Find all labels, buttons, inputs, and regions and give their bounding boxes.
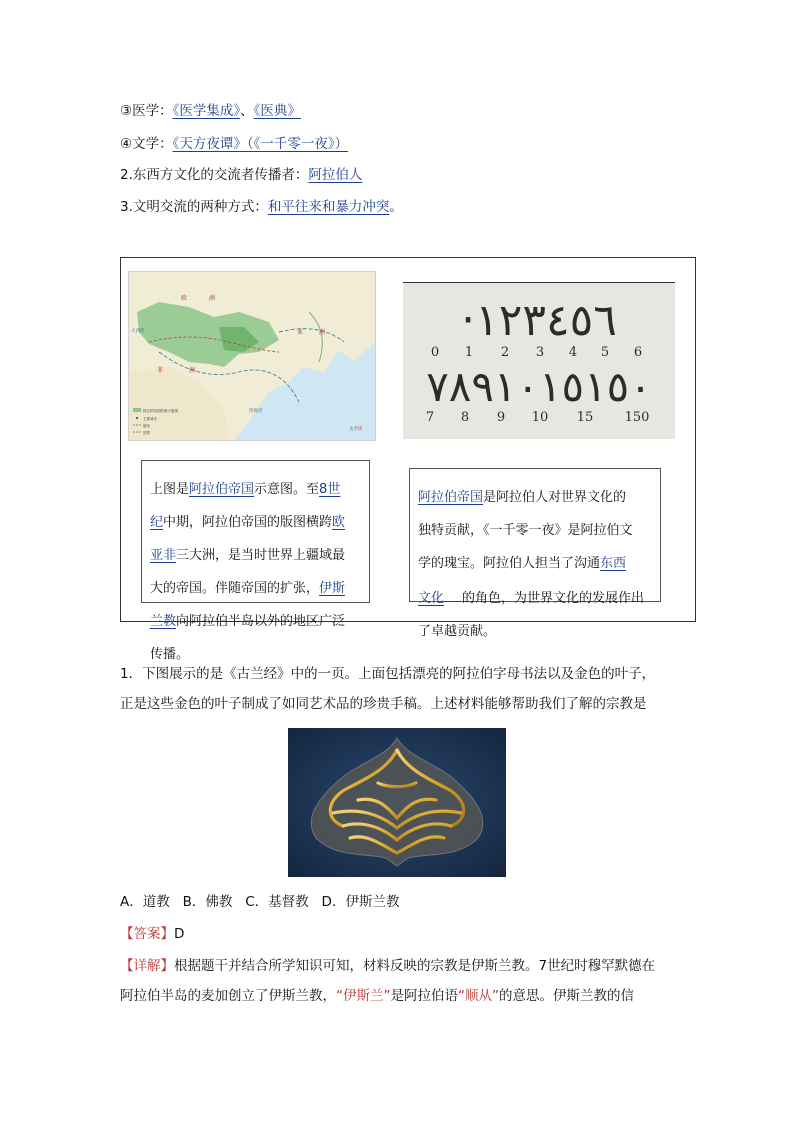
svg-text:4: 4 [568, 345, 578, 360]
arabic-numerals-row-1: ·١٢٣٤٥٦ [461, 295, 617, 346]
svg-text:2: 2 [500, 345, 510, 360]
map-label-atlantic: 大西洋 [131, 329, 145, 334]
book-medical-collection: 《医学集成》 [172, 103, 241, 119]
map-label-africa-1: 非 [157, 367, 164, 374]
caption-arab-empire: 上图是阿拉伯帝国示意图。至8世 纪中期，阿拉伯帝国的版图横跨欧 亚非三大洲，是当时世界上疆域最 大的帝国。伴随帝国的扩张，伊斯 兰教向阿拉伯半岛以外的地区广泛 传播。 [141, 460, 370, 603]
numerals-graphic [403, 283, 675, 439]
svg-text:3: 3 [535, 345, 545, 360]
svg-text:7: 7 [425, 410, 435, 425]
caption-cultural-contribution: 阿拉伯帝国是阿拉伯人对世界文化的 独特贡献，《一千零一夜》是阿拉伯文 学的瑰宝。阿拉伯人担当了沟通东西 文化 的角色，为世界文化的发展作出 了卓越贡献。 [409, 468, 661, 602]
answer-arabs: 阿拉伯人 [308, 167, 363, 183]
svg-text:主要城市: 主要城市 [143, 417, 157, 421]
list-item-medicine: ③医学：《医学集成》、《医典》 [120, 103, 301, 119]
svg-text:5: 5 [600, 345, 610, 360]
answer-line [120, 922, 184, 942]
map-label-europe-1: 欧 [181, 295, 188, 302]
question-stem-line-2: 正是这些金色的叶子制成了如同艺术品的珍贵手稿。上述材料能够帮助我们了解的宗教是 [120, 696, 647, 712]
map-label-pacific: 太平洋 [349, 427, 363, 432]
arab-empire-map [128, 271, 376, 441]
svg-text:6: 6 [633, 345, 643, 360]
svg-text:15: 15 [576, 410, 594, 425]
arabic-numerals-row-2: ٧٨٩١٠١٥١٥٠ [426, 362, 652, 411]
arabic-numerals-image [403, 282, 675, 439]
detail-tag: 【详解】 [120, 958, 174, 974]
map-label-africa-2: 洲 [189, 367, 196, 374]
svg-text:0: 0 [430, 345, 440, 360]
question-stem-line-1: 1．下图展示的是《古兰经》中的一页。上面包括漂亮的阿拉伯字母书法以及金色的叶子， [120, 666, 656, 682]
answer-value: D [174, 926, 185, 942]
svg-text:150: 150 [624, 410, 650, 425]
svg-text:9: 9 [496, 410, 506, 425]
map-label-asia-2: 洲 [319, 329, 326, 336]
point-transmitters: 2.东西方文化的交流者传播者：阿拉伯人 [120, 167, 363, 183]
svg-text:航线: 航线 [143, 424, 150, 428]
svg-text:1: 1 [464, 345, 474, 360]
map-graphic [129, 272, 375, 440]
svg-text:8: 8 [460, 410, 470, 425]
map-label-asia-1: 亚 [297, 329, 304, 336]
list-item-literature: ④文学：《天方夜谭》（《一千零一夜》） [120, 136, 349, 152]
leaf-graphic [288, 728, 506, 877]
quran-golden-leaf-image [288, 728, 506, 877]
svg-text:国界: 国界 [143, 431, 150, 435]
map-label-europe-2: 洲 [209, 295, 216, 302]
map-label-indian-ocean: 印度洋 [249, 409, 263, 414]
book-canon-of-medicine: 《医典》 [253, 103, 301, 119]
svg-text:10: 10 [531, 410, 549, 425]
svg-text:阿拉伯帝国的最大版图: 阿拉伯帝国的最大版图 [143, 409, 178, 413]
detail-line-2: 阿拉伯半岛的麦加创立了伊斯兰教，“伊斯兰”是阿拉伯语“顺从”的意思。伊斯兰教的信 [120, 988, 634, 1004]
detail-line-1: 【详解】根据题干并结合所学知识可知，材料反映的宗教是伊斯兰教。7世纪时穆罕默德在 [120, 958, 656, 974]
answer-exchange-modes: 和平往来和暴力冲突 [267, 199, 390, 215]
point-exchange-modes: 3.文明交流的两种方式：和平往来和暴力冲突。 [120, 199, 403, 215]
question-options: A．道教 B．佛教 C．基督教 D．伊斯兰教 [120, 894, 400, 910]
book-arabian-nights: 《天方夜谭》（《一千零一夜》） [172, 136, 349, 152]
answer-tag: 【答案】 [120, 926, 174, 942]
